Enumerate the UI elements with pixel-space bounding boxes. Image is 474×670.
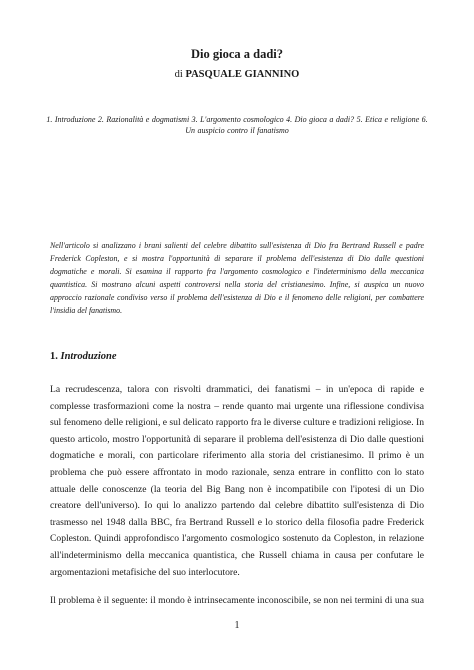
- author-prefix: di: [174, 69, 183, 80]
- body-paragraph-1: La recrudescenza, talora con risvolti drammatici, dei fanatismi – in un'epoca di rapide e complesse trasformazioni come la nostra – rende quanto mai urgente una riflessione condivisa sul fenomeno delle religioni, e sul delicato rapporto fra le diverse culture e tradizioni religiose. In questo articolo, mostro l'opportunità di separare il problema dell'esistenza di Dio dalle questioni dogmatiche e morali, con particolare riferimento alla storia del cristianesimo. Il primo è un problema che può essere affrontato in modo razionale, senza entrare in conflitto con lo stato attuale delle conoscenze (la teoria del Big Bang non è incompatibile con l'ipotesi di un Dio creatore dell'universo). Io qui lo analizzo partendo dal celebre dibattito sull'esistenza di Dio trasmesso nel 1948 dalla BBC, fra Bertrand Russell e lo storico della filosofia padre Frederick Copleston. Quindi approfondisco l'argomento cosmologico sostenuto da Copleston, in relazione all'indeterminismo della meccanica quantistica, che Russell chiama in causa per confutare le argomentazioni metafisiche del suo interlocutore.: [50, 384, 424, 578]
- author-name: PASQUALE GIANNINO: [185, 69, 300, 80]
- body-paragraph-2: Il problema è il seguente: il mondo è intrinsecamente inconoscibile, se non nei termini di una sua: [50, 595, 424, 606]
- section-heading: [50, 351, 117, 362]
- document-title: Dio gioca a dadi?: [190, 47, 284, 61]
- author-line: [0, 69, 474, 80]
- table-of-contents: 1. Introduzione 2. Razionalità e dogmatismi 3. L'argomento cosmologico 4. Dio gioca a dadi? 5. Etica e religione 6. Un auspicio contro il fanatismo: [46, 115, 428, 135]
- page-number: 1: [234, 620, 240, 631]
- abstract: Nell'articolo si analizzano i brani salienti del celebre dibattito sull'esistenza di Dio fra Bertrand Russell e padre Frederick Copleston, e si mostra l'opportunità di separare il problema dell'esistenza di Dio dalle questioni dogmatiche e morali. Si esamina il rapporto fra l'argomento cosmologico e l'indeterminismo della meccanica quantistica. Si mostrano alcuni aspetti controversi nella storia del cristianesimo. Infine, si auspica un nuovo approccio razionale condiviso verso il problema dell'esistenza di Dio e il fenomeno delle religioni, per combattere l'insidia del fanatismo.: [50, 241, 424, 315]
- section-number: 1.: [50, 351, 58, 362]
- section-title: Introduzione: [60, 351, 117, 362]
